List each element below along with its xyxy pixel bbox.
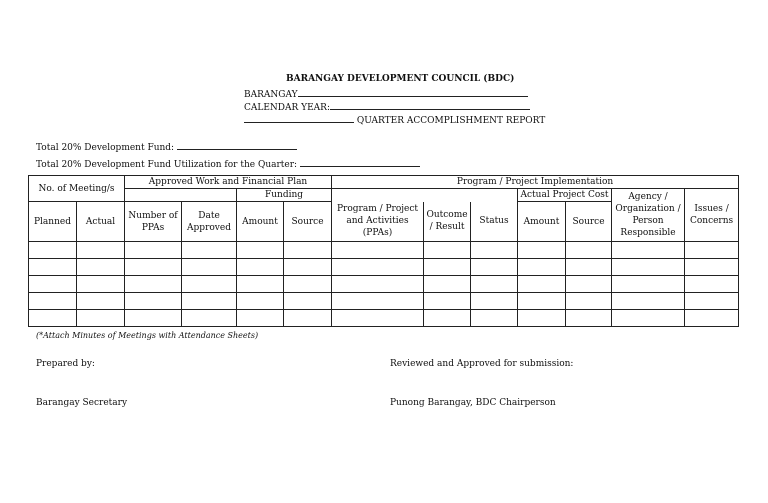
barangay-label: BARANGAY [244,90,298,100]
table-row [29,259,739,276]
col-number-of-ppas: Number of PPAs [125,202,182,242]
table-cell[interactable] [332,259,424,276]
table-cell[interactable] [332,293,424,310]
approver-title: Punong Barangay, BDC Chairperson [390,398,556,408]
table-cell[interactable] [29,276,77,293]
implementation-spacer [332,189,518,202]
col-source: Source [284,202,332,242]
calendar-year-blank[interactable] [330,100,530,110]
total-fund-blank[interactable] [177,140,297,150]
table-cell[interactable] [566,310,612,327]
table-cell[interactable] [612,242,685,259]
table-body [29,242,739,327]
table-cell[interactable] [518,242,566,259]
table-cell[interactable] [471,293,518,310]
table-cell[interactable] [685,310,739,327]
table-cell[interactable] [125,293,182,310]
table-cell[interactable] [237,276,284,293]
col-amount: Amount [237,202,284,242]
col-planned: Planned [29,202,77,242]
table-cell[interactable] [182,293,237,310]
table-cell[interactable] [29,310,77,327]
table-cell[interactable] [566,259,612,276]
table-cell[interactable] [471,276,518,293]
table-cell[interactable] [237,242,284,259]
table-cell[interactable] [284,259,332,276]
meetings-header: No. of Meeting/s [29,176,125,202]
fund-utilization-blank[interactable] [300,157,420,167]
fund-utilization-label: Total 20% Development Fund Utilization for the Quarter: [36,160,298,170]
table-row [29,276,739,293]
quarter-report-label: QUARTER ACCOMPLISHMENT REPORT [356,116,546,126]
table-cell[interactable] [518,310,566,327]
quarter-blank[interactable] [244,113,354,123]
table-cell[interactable] [424,242,471,259]
table-cell[interactable] [518,276,566,293]
preparer-title: Barangay Secretary [36,398,128,408]
table-cell[interactable] [237,293,284,310]
table-cell[interactable] [284,310,332,327]
table-cell[interactable] [237,259,284,276]
table-cell[interactable] [612,293,685,310]
table-cell[interactable] [685,259,739,276]
table-cell[interactable] [182,310,237,327]
table-cell[interactable] [612,310,685,327]
col-issues: Issues / Concerns [685,189,739,242]
total-fund-label: Total 20% Development Fund: [36,143,175,153]
actual-cost-header: Actual Project Cost [518,189,612,202]
reviewed-label: Reviewed and Approved for submission: [390,359,574,369]
table-cell[interactable] [424,293,471,310]
table-cell[interactable] [182,259,237,276]
table-cell[interactable] [471,242,518,259]
table-cell[interactable] [77,259,125,276]
table-cell[interactable] [77,242,125,259]
table-cell[interactable] [612,276,685,293]
approved-plan-header: Approved Work and Financial Plan [125,176,332,189]
form-title: BARANGAY DEVELOPMENT COUNCIL (BDC) [286,74,515,84]
accomplishment-table [28,175,739,327]
col-ppas: Program / Project and Activities (PPAs) [332,202,424,242]
table-cell[interactable] [685,242,739,259]
calendar-year-label: CALENDAR YEAR: [244,103,330,113]
implementation-header: Program / Project Implementation [332,176,739,189]
table-cell[interactable] [125,310,182,327]
table-cell[interactable] [685,293,739,310]
fund-utilization-line [36,157,420,170]
total-fund-line [36,140,297,153]
attach-note: (*Attach Minutes of Meetings with Attendance Sheets) [36,331,259,340]
table-cell[interactable] [471,310,518,327]
table-cell[interactable] [182,242,237,259]
table-cell[interactable] [237,310,284,327]
prepared-by-label: Prepared by: [36,359,95,369]
table-cell[interactable] [284,276,332,293]
table-cell[interactable] [29,259,77,276]
table-cell[interactable] [77,310,125,327]
calendar-year-line [244,100,530,113]
col-status: Status [471,202,518,242]
table-cell[interactable] [125,259,182,276]
plan-spacer [125,189,237,202]
table-cell[interactable] [29,242,77,259]
col-cost-source: Source [566,202,612,242]
table-cell[interactable] [685,276,739,293]
col-agency: Agency / Organization / Person Responsible [612,189,685,242]
col-outcome: Outcome / Result [424,202,471,242]
table-row [29,242,739,259]
table-cell[interactable] [566,293,612,310]
quarter-line [244,113,545,126]
table-cell[interactable] [29,293,77,310]
table-cell[interactable] [77,293,125,310]
table-cell[interactable] [284,242,332,259]
table-cell[interactable] [612,259,685,276]
table-cell[interactable] [332,276,424,293]
table-cell[interactable] [424,310,471,327]
col-date-approved: Date Approved [182,202,237,242]
table-cell[interactable] [284,293,332,310]
table-cell[interactable] [518,259,566,276]
barangay-line [244,87,528,100]
table-cell[interactable] [125,276,182,293]
table-cell[interactable] [424,259,471,276]
table-cell[interactable] [424,276,471,293]
table-row [29,310,739,327]
barangay-blank[interactable] [298,87,528,97]
table-row [29,293,739,310]
col-cost-amount: Amount [518,202,566,242]
col-actual: Actual [77,202,125,242]
table-cell[interactable] [182,276,237,293]
funding-header: Funding [237,189,332,202]
table-cell[interactable] [471,259,518,276]
table-cell[interactable] [332,242,424,259]
table-cell[interactable] [332,310,424,327]
table-cell[interactable] [518,293,566,310]
table-cell[interactable] [566,276,612,293]
table-cell[interactable] [566,242,612,259]
table-cell[interactable] [77,276,125,293]
table-cell[interactable] [125,242,182,259]
